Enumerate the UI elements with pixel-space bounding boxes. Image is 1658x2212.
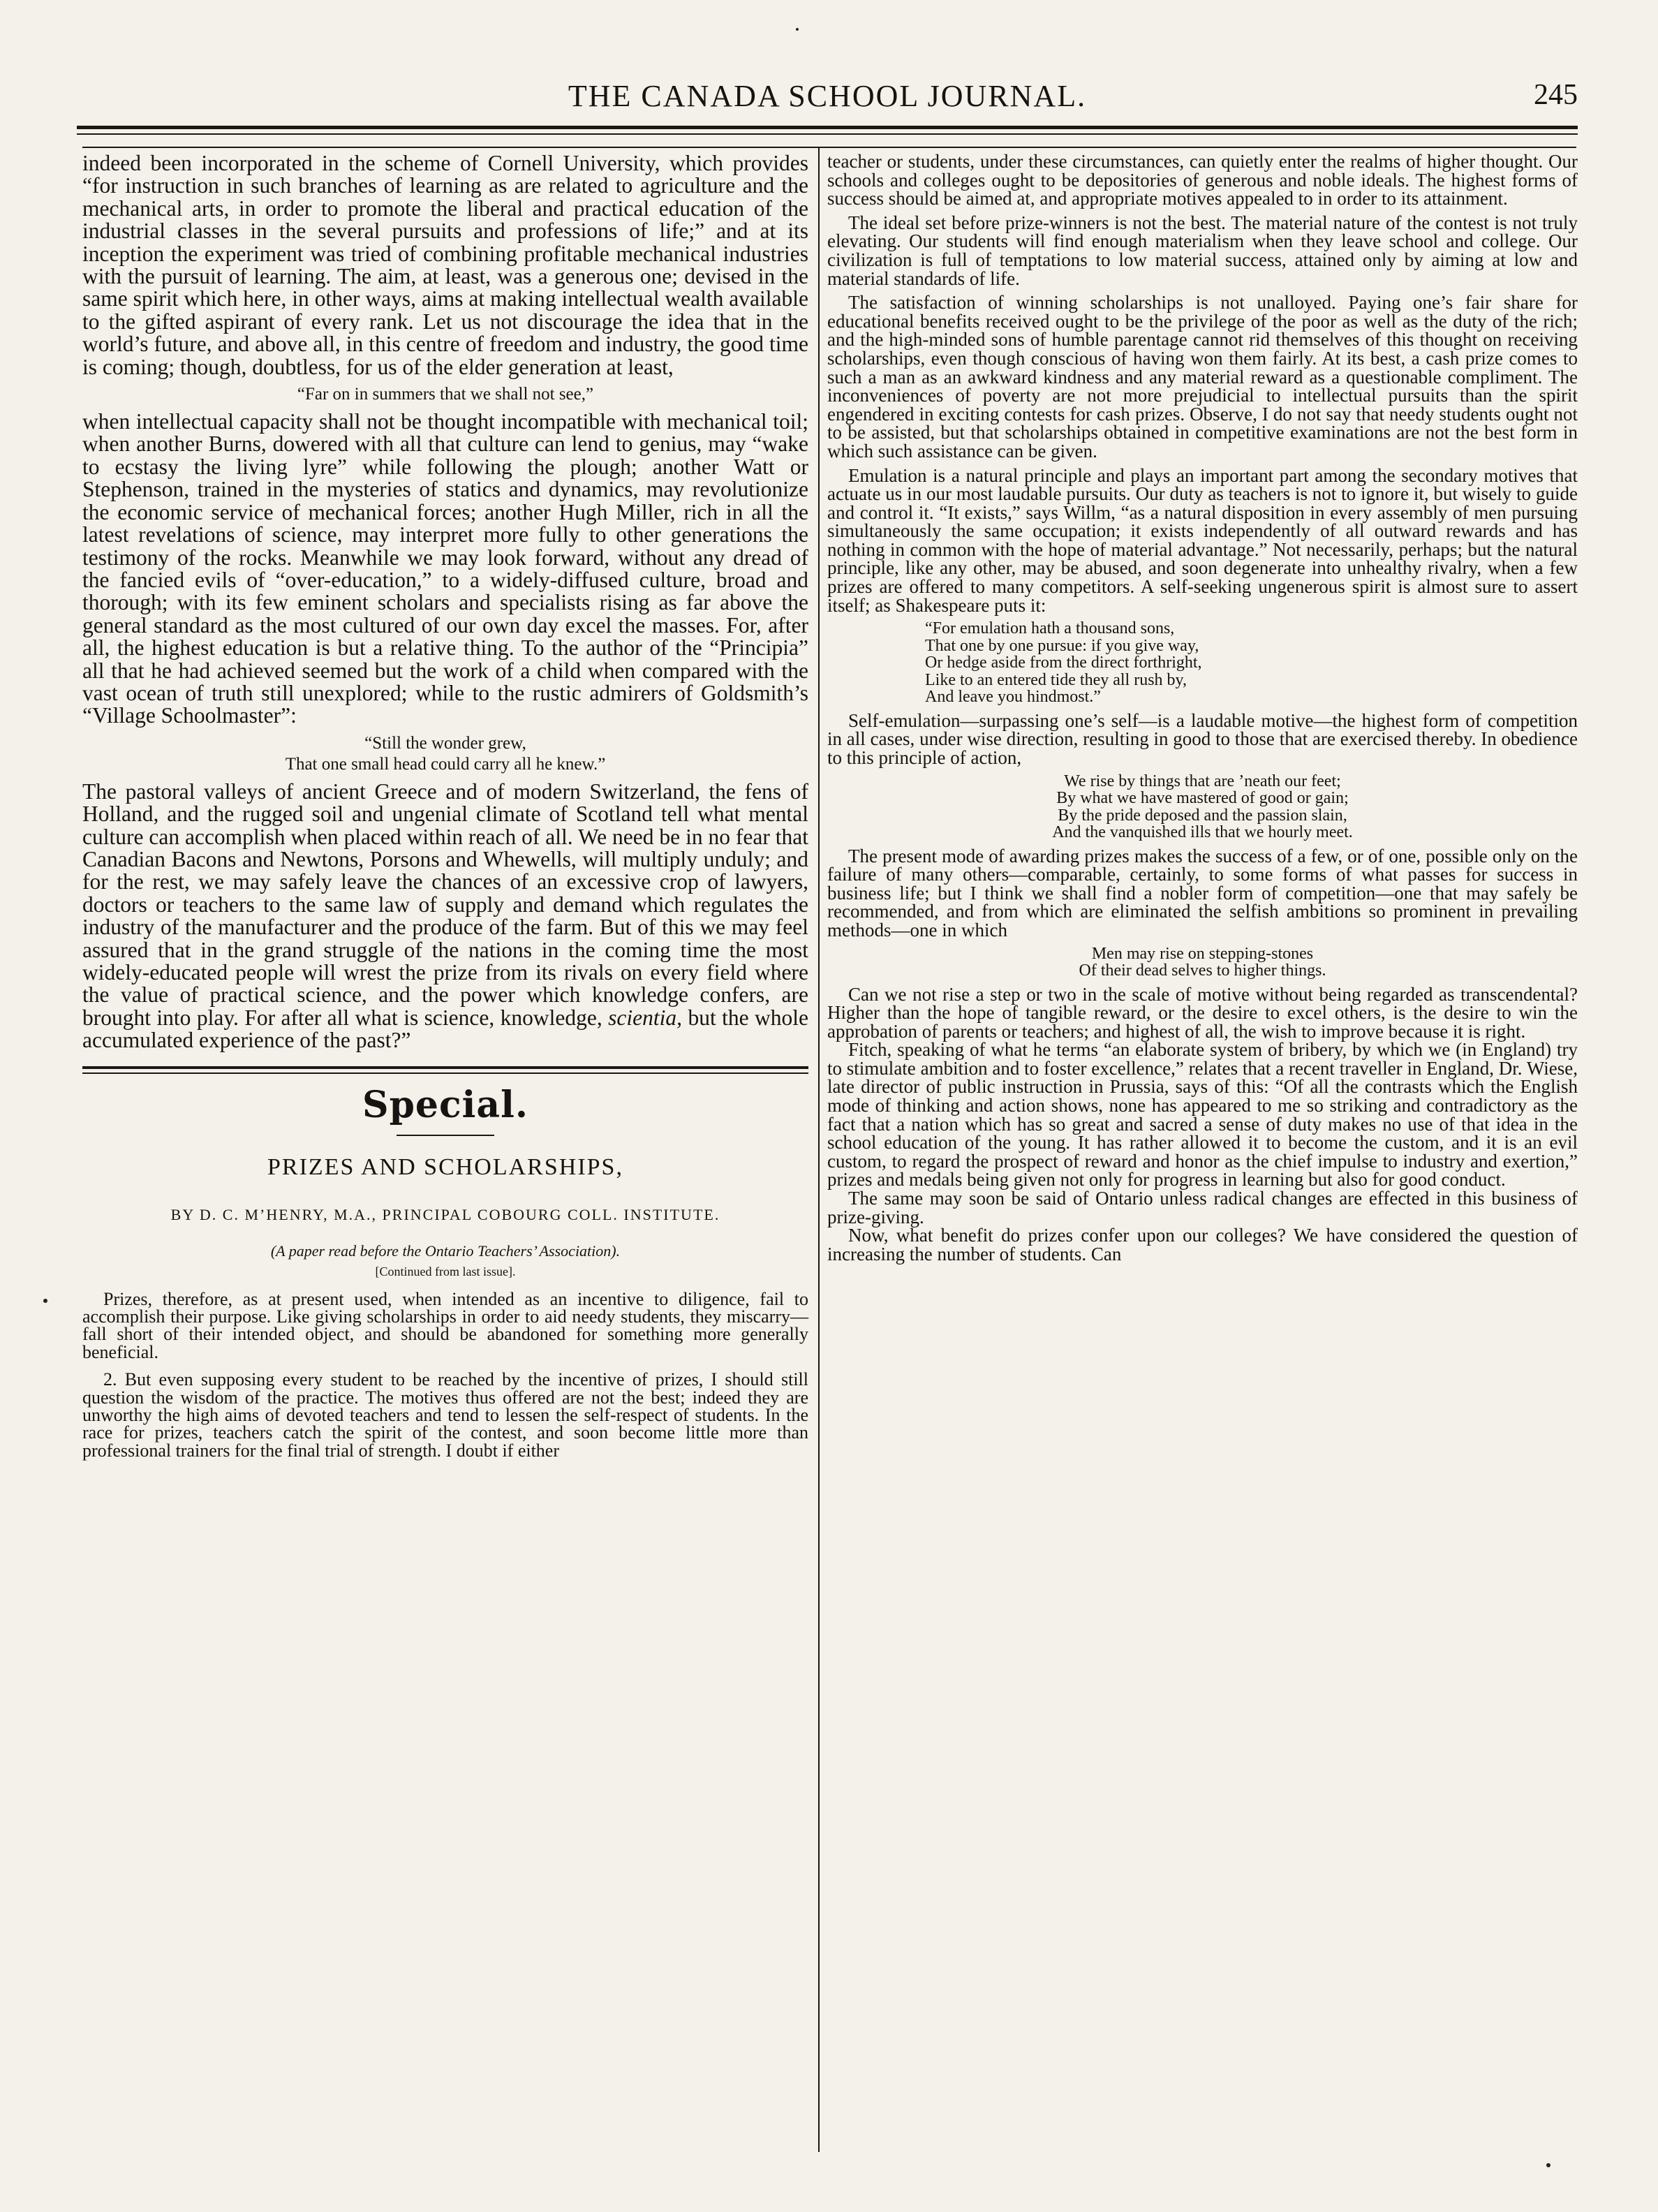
verse-2-line: By what we have mastered of good or gain; (1056, 789, 1349, 808)
header-rule (77, 126, 1578, 135)
right-paragraph-5: Self-emulation—surpassing one’s self—is a laudable motive—the highest form of competition in all cases, under wise direction, resulting in good to those that are exercised thereby. In obedience to this principle of action, (827, 709, 1578, 768)
print-speck (796, 28, 799, 31)
left-quote-1: “Far on in summers that we shall not see,” (297, 385, 594, 404)
right-paragraph-9: The same may soon be said of Ontario unless radical changes are effected in this business of prize-giving. (827, 1188, 1578, 1227)
verse-1-line: “For emulation hath a thousand sons, (925, 619, 1175, 638)
special-title-underline (397, 1135, 494, 1136)
article-byline: BY D. C. M’HENRY, M.A., PRINCIPAL COBOURG COLL. INSTITUTE. (170, 1205, 720, 1223)
article-paragraph-2: 2. But even supposing every student to be reached by the incentive of prizes, I should still question the wisdom of the practice. The motives thus offered are not the best; indeed they are unworthy the high aims of devoted teachers and tend to lessen the self-respect of students. In the race for prizes, teachers catch the spirit of the contest, and soon become little more than professional trainers for the final trial of strength. I doubt if either (82, 1369, 808, 1461)
right-paragraph-4: Emulation is a natural principle and plays an important part among the secondary motives that actuate us in our most laudable pursuits. Our duty as teachers is not to ignore it, but wisely to guide and control it. “It exists,” says Willm, “as a natural disposition in every assembly of men pursuing simultaneously the same occupation; it exists independently of all outward rewards and has nothing in common with the hope of material advantage.” Not necessarily, perhaps; but the natural principle, like any other, may be abused, and soon degenerate into unhealthy rivalry, when a few prizes are offered to many competitors. A self-seeking ungenerous spirit is almost sure to assert itself; as Shakespeare puts it: (827, 464, 1578, 616)
stepping-stones-verse (827, 945, 1578, 980)
left-paragraph-3-italic: scientia, (608, 1005, 683, 1030)
right-paragraph-10: Now, what benefit do prizes confer upon our colleges? We have considered the question of increasing the number of students. Can (827, 1225, 1578, 1264)
right-paragraph-2: The ideal set before prize-winners is not the best. The material nature of the contest is not truly elevating. Our students will find enough materialism when they leave school and college. Our civilization is full of temptations to low material success, attained only by aiming at low and material standards of life. (827, 212, 1578, 289)
verse-1-line: Or hedge aside from the direct forthright, (925, 654, 1202, 672)
article-note: (A paper read before the Ontario Teachers’ Association). (270, 1241, 621, 1260)
right-paragraph-7: Can we not rise a step or two in the scale of motive without being regarded as transcendental? Higher than the hope of tangible reward, or the desire to excel others, is the desire to win the approbation of parents or teachers; and highest of all, the wish to improve because it is right. (827, 983, 1578, 1042)
print-speck (1546, 2163, 1550, 2167)
left-paragraph-3-body: The pastoral valleys of ancient Greece and of modern Switzerland, the fens of Holland, and the rugged soil and ungenial climate of Scotland tell what mental culture can accomplish when placed within reach of all. We need be in no fear that Canadian Bacons and Newtons, Porsons and Whewells, will multiply unduly; and for the rest, we may safely leave the chances of an excessive crop of lawyers, doctors or teachers to the same law of supply and demand which regulates the industry of the manufacturer and the produce of the farm. But of this we may feel assured that in the grand struggle of the nations in the coming time the most widely-educated people will wrest the prize from its rivals on every field where the value of practical science, and the power which knowledge confers, are brought into play. For after all what is science, knowledge, (82, 779, 808, 1030)
shakespeare-verse (925, 620, 1578, 706)
left-paragraph-3 (82, 781, 808, 1052)
right-paragraph-3: The satisfaction of winning scholarships is not unalloyed. Paying one’s fair share for educational benefits received ought to be the privilege of the poor as well as the duty of the rich; and the high-minded sons of humble parentage cannot rid themselves of this thought on receiving scholarships, even though conscious of having won them fairly. At its best, a cash prize comes to such a man as an awkward kindness and any material reward as a questionable compliment. The inconveniences of poverty are not more prejudicial to intellectual pursuits than the spirit engendered in exciting contests for cash prizes. Observe, I do not say that needy students ought not to be assisted, but that scholarships obtained in competitive examinations are not the best form in which such assistance can be given. (827, 292, 1578, 462)
page-number: 245 (1534, 79, 1578, 111)
article-continued-note: [Continued from last issue]. (375, 1264, 516, 1278)
left-paragraph-1: indeed been incorporated in the scheme of Cornell University, which provides “for instruction in such branches of learning as are related to agriculture and the mechanical arts, in order to promote the liberal and practical education of the industrial classes in the several pursuits and professions of life;” and at its inception the experiment was tried of combining profitable mechanical industries with the pursuit of learning. The aim, at least, was a generous one; devised in the same spirit which here, in other ways, aims at making intellectual wealth available to the gifted aspirant of every rank. Let us not discourage the idea that in the world’s future, and above all, in this centre of freedom and industry, the good time is coming; though, doubtless, for us of the elder generation at least, (82, 151, 808, 379)
right-paragraph-8: Fitch, speaking of what he terms “an elaborate system of bribery, by which we (in England) try to stimulate ambition and to foster excellence,” relates that a recent traveller in England, Dr. Wiese, late director of public instruction in Prussia, says of this: “Of all the contrasts which the English mode of thinking and action shows, none has appeared to me so striking and contradictory as the fact that a nation which has so great and sacred a sense of duty makes no use of that idea in the school education of the young. It has rather allowed it to become the custom, and it is an evil custom, to regard the prospect of reward and honor as the chief impulse to industry and exertion,” prizes and medals being given not only for progress in learning but also for good conduct. (827, 1039, 1578, 1190)
column-top-rule (82, 147, 1576, 148)
rise-verse (827, 773, 1578, 841)
verse-1-line: Like to an entered tide they all rush by, (925, 670, 1187, 689)
right-paragraph-1: teacher or students, under these circumstances, can quietly enter the realms of higher thought. Our schools and colleges ought to be depositories of generous and noble ideals. The highest forms of success should be aimed at, and appropriate motives appealed to in order to its attainment. (827, 151, 1578, 209)
right-paragraph-6: The present mode of awarding prizes makes the success of a few, or of one, possible only on the failure of many others—comparable, certainly, to some forms of what passes for success in business life; but I think we shall find a nobler form of competition—one that may safely be recommended, and from which are eliminated the selfish ambitions so prominent in prevailing methods—one in which (827, 845, 1578, 941)
special-section-rule (82, 1066, 808, 1074)
verse-3-line: Of their dead selves to higher things. (1079, 961, 1326, 980)
column-divider (818, 148, 820, 2152)
verse-2-line: By the pride deposed and the passion slain, (1058, 806, 1347, 825)
verse-1-line: That one by one pursue: if you give way, (925, 636, 1199, 655)
left-column (82, 152, 808, 1459)
verse-2-line: And the vanquished ills that we hourly meet. (1052, 823, 1353, 842)
verse-1-line: And leave you hindmost.” (925, 688, 1101, 707)
left-quote-2 (82, 733, 808, 775)
article-title: PRIZES AND SCHOLARSHIPS, (267, 1153, 623, 1180)
left-quote-2-line-2: That one small head could carry all he knew.” (285, 754, 606, 774)
left-quote-2-line-1: “Still the wonder grew, (364, 733, 526, 753)
special-section-title: Special. (362, 1083, 528, 1126)
verse-2-line: We rise by things that are ’neath our feet; (1064, 772, 1341, 790)
page-header (77, 78, 1578, 120)
left-paragraph-2: when intellectual capacity shall not be thought incompatible with mechanical toil; when another Burns, dowered with all that culture can lend to genius, may “wake to ecstasy the living lyre” while following the plough; another Watt or Stephenson, trained in the mysteries of statics and dynamics, may revolutionize the economic service of mechanical forces; another Hugh Miller, rich in all the latest revelations of science, may interpret more fully to other generations the testimony of the rocks. Meanwhile we may look forward, without any dread of the fancied evils of “over-education,” to a widely-diffused culture, broad and thorough; with its few eminent scholars and specialists rising as far above the general standard as the most cultured of our own day excel the masses. For, after all, the highest education is but a relative thing. To the author of the “Principia” all that he had achieved seemed but the work of a child when compared with the vast ocean of truth still unexplored; while to the rustic admirers of Goldsmith’s “Village Schoolmaster”: (82, 409, 808, 728)
left-paragraph-3-tail: but the whole accumulated experience of the past?” (82, 1005, 809, 1053)
print-speck (43, 1299, 47, 1303)
running-title: THE CANADA SCHOOL JOURNAL. (568, 79, 1087, 113)
article-paragraph-1: Prizes, therefore, as at present used, when intended as an incentive to diligence, fail to accomplish their purpose. Like giving scholarships in order to aid needy students, they miscarry—fall short of their intended object, and should be abandoned for something more generally beneficial. (82, 1288, 808, 1362)
verse-3-line: Men may rise on stepping-stones (1091, 944, 1314, 963)
right-column (827, 152, 1578, 1263)
